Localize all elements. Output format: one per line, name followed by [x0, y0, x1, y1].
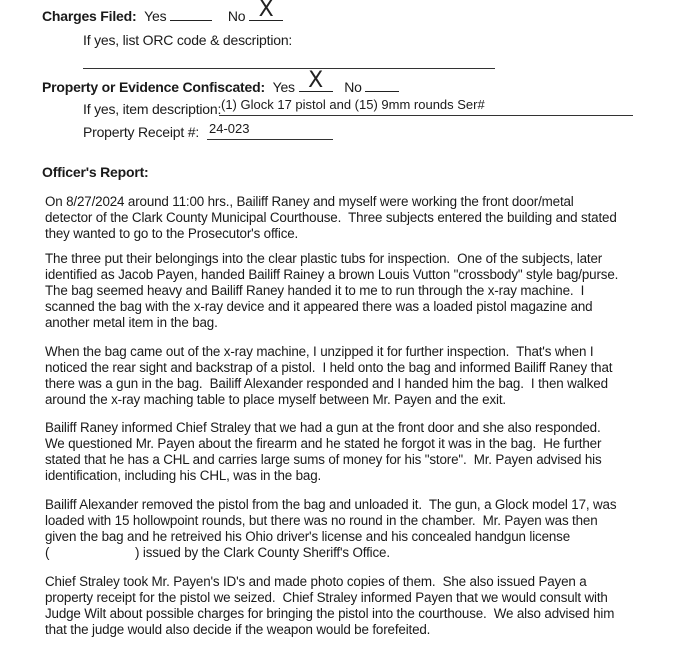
report-line: they wanted to go to the Prosecutor's office.: [45, 226, 299, 242]
property-confiscated-label: Property or Evidence Confiscated:: [42, 79, 265, 95]
orc-code-field-line[interactable]: [83, 68, 495, 69]
charges-yes-label: Yes: [144, 8, 167, 24]
report-line: Bailiff Raney informed Chief Straley that we had a gun at the front door and she also responded.: [45, 420, 601, 435]
report-line: Judge Wilt about possible charges for bringing the pistol into the courthouse. We also advised him: [45, 606, 615, 622]
report-line: identified as Jacob Payen, handed Bailiff Rainey a brown Louis Vutton "crossbody" style bag/purse.: [45, 267, 619, 283]
report-paragraph: [45, 574, 665, 638]
report-line: ( ) issued by the Clark County Sheriff's Office.: [45, 545, 390, 561]
report-line: Chief Straley took Mr. Payen's ID's and made photo copies of them. She also issued Payen a: [45, 574, 587, 589]
report-line: scanned the bag with the x-ray device and it appeared there was a loaded pistol magazine and: [45, 299, 593, 315]
report-line: On 8/27/2024 around 11:00 hrs., Bailiff Raney and myself were working the front door/metal: [45, 194, 574, 209]
report-line: When the bag came out of the x-ray machine, I unzipped it for further inspection. That's when I: [45, 344, 594, 359]
report-line: The bag seemed heavy and Bailiff Raney handed it to me to run through the x-ray machine. I: [45, 283, 585, 299]
charges-no-mark: X: [258, 0, 274, 22]
report-line: around the x-ray maching table to place myself between Mr. Payen and the exit.: [45, 392, 506, 408]
property-receipt-field-line[interactable]: [207, 139, 333, 140]
charges-no-field[interactable]: [249, 0, 283, 22]
orc-code-label: If yes, list ORC code & description:: [83, 32, 293, 48]
property-yes-label: Yes: [272, 79, 295, 95]
property-receipt-label: Property Receipt #:: [83, 124, 200, 140]
report-paragraph: [45, 194, 665, 242]
property-no-label: No: [344, 79, 362, 95]
report-line: there was a gun in the bag. Bailiff Alexander responded and I handed him the bag. I then walked: [45, 376, 608, 392]
report-line: stated that he has a CHL and carries large sums of money for his "store". Mr. Payen advised his: [45, 452, 602, 468]
report-line: The three put their belongings into the clear plastic tubs for inspection. One of the subjects, later: [45, 251, 603, 266]
report-line: another metal item in the bag.: [45, 315, 218, 331]
report-line: noticed the rear sight and backstrap of a pistol. I held onto the bag and informed Bailiff Raney that: [45, 360, 613, 376]
report-line: loaded with 15 hollowpoint rounds, but there was no round in the chamber. Mr. Payen was then: [45, 513, 598, 529]
charges-no-label: No: [227, 8, 246, 24]
report-line: identification, including his CHL, was in the bag.: [45, 468, 322, 484]
report-paragraph: [45, 344, 665, 408]
item-description-value: (1) Glock 17 pistol and (15) 9mm rounds Ser#: [221, 97, 485, 112]
property-yes-mark: X: [308, 68, 323, 93]
property-yes-field[interactable]: [299, 68, 333, 93]
property-confiscated-row: [42, 68, 399, 95]
report-line: property receipt for the pistol we seized. Chief Straley informed Payen that we would consult with: [45, 590, 608, 606]
report-line: We questioned Mr. Payen about the firearm and he stated he forgot it was in the bag. He further: [45, 436, 602, 452]
item-description-label: If yes, item description:: [83, 101, 222, 117]
item-description-field-line[interactable]: [219, 115, 633, 116]
property-receipt-value: 24-023: [209, 121, 250, 136]
report-paragraph: [45, 497, 665, 561]
charges-yes-field[interactable]: [170, 6, 212, 21]
charges-filed-row: [42, 0, 283, 24]
property-no-field[interactable]: [365, 77, 399, 92]
report-line: Bailiff Alexander removed the pistol from the bag and unloaded it. The gun, a Glock model 17, was: [45, 497, 617, 512]
officers-report-heading: Officer's Report:: [42, 164, 149, 180]
report-line: given the bag and he retreived his Ohio driver's license and his concealed handgun license: [45, 529, 571, 545]
report-paragraph: [45, 420, 665, 484]
report-paragraph: [45, 251, 665, 331]
report-line: that the judge would also decide if the weapon would be forefeited.: [45, 622, 431, 638]
report-line: detector of the Clark County Municipal Courthouse. Three subjects entered the building and stated: [45, 210, 617, 226]
charges-filed-label: Charges Filed:: [42, 8, 137, 24]
